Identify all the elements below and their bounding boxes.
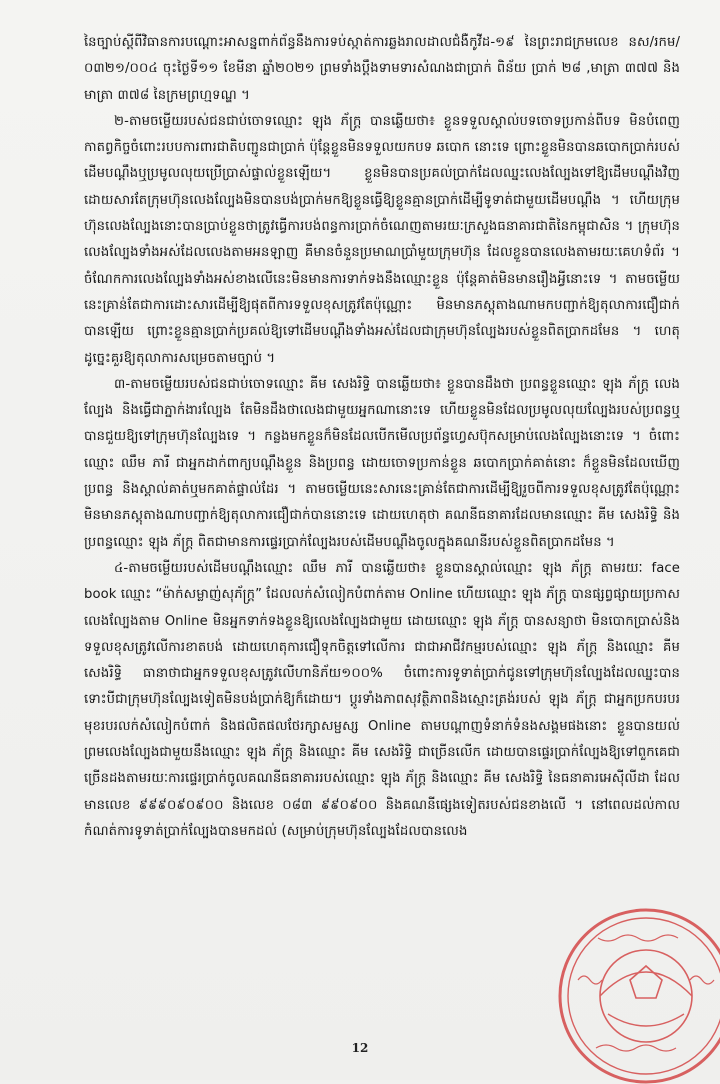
- paragraph-continued-law-citation: នៃច្បាប់ស្តីពីវិធានការបណ្តោះអាសន្នពាក់ព័ន្ធនឹងការទប់ស្កាត់ការឆ្លងរាលដាលជំងឺកូវីដ-១៩ នៃព្រះរាជក្រមលេខ នស/រកម/០៣២១/០០៤ ចុះថ្ងៃទី១១ ខែមីនា ឆ្នាំ២០២១ ព្រមទាំងប្តឹងទាមទារសំណងជាប្រាក់ ពិន័យ ប្រាក់ ២៨ ,មាត្រា ៣៧៧ និងមាត្រា ៣៧៨ នៃក្រមព្រហ្មទណ្ឌ ។: [84, 35, 680, 103]
- paragraph-accused-kim-sengrith-statement: ៣-តាមចម្លើយរបស់ជនជាប់ចោទឈ្មោះ គីម សេងរិទ្ធិ បានឆ្លើយថា៖ ខ្លួនបានដឹងថា ប្រពន្ធខ្លួនឈ្មោះ ឡុង ភ័ក្ដ្រ លេងល្បែង និងធ្វើជាភ្នាក់ងារល្បែង តែមិនដឹងថាលេងជាមួយអ្នកណានោះទេ ហើយខ្លួនមិនដែលប្រមូលលុយល្បែងរបស់ប្រពន្ធឬបានជួយឱ្យទៅក្រុមហ៊ុនល្បែងទេ ។ កន្លងមកខ្លួនក៏មិនដែលបើកមើលប្រព័ន្ធហ្វេសប៊ុកសម្រាប់លេងល្បែងនោះទេ ។ ចំពោះឈ្មោះ ឈឹម ភារី ជាអ្នកដាក់ពាក្យបណ្តឹងខ្លួន និងប្រពន្ធ ដោយចោទប្រកាន់ខ្លួន ឆបោកប្រាក់គាត់នោះ ក៏ខ្លួនមិនដែលឃើញប្រពន្ធ និងស្គាល់គាត់ឬមកគាត់ផ្ទាល់ដែរ ។ តាមចម្លើយនេះសារនេះគ្រាន់តែជាការដើម្បីឱ្យរួចពីការទទួលខុសត្រូវតែប៉ុណ្ណោះ មិនមានភស្តុតាងណាបញ្ជាក់ឱ្យតុលាការជឿជាក់បាននោះទេ ដោយហេតុថា គណនីធនាគារដែលមានឈ្មោះ គីម សេងរិទ្ធិ និងប្រពន្ធឈ្មោះ ឡុង ភ័ក្ដ្រ ពិតជាមានការផ្ទេរប្រាក់ល្បែងរបស់ដើមបណ្តឹងចូលក្នុងគណនីរបស់ខ្លួនពិតប្រាកដមែន ។: [84, 376, 680, 550]
- judgment-body-text: [84, 30, 680, 845]
- page-number: 12: [351, 1041, 369, 1055]
- paragraph-accused-long-phak-statement: ២-តាមចម្លើយរបស់ជនជាប់ចោទឈ្មោះ ឡុង ភ័ក្ដ្រ បានឆ្លើយថា៖ ខ្លួនទទួលស្គាល់បទចោទប្រកាន់ពីបទ មិនបំពេញកាតព្វកិច្ចចំពោះរបបការពារជាតិបញ្ជូនជាប្រាក់ ប៉ុន្តែខ្លួនមិនទទួលយកបទ ឆបោក នោះទេ ព្រោះខ្លួនមិនបានឆបោកប្រាក់របស់ដើមបណ្តឹងឬប្រមូលលុយប្រើប្រាស់ផ្ទាល់ខ្លួនឡើយ។ ខ្លួនមិនបានប្រគល់ប្រាក់ដែលឈ្នះលេងល្បែងទៅឱ្យដើមបណ្តឹងវិញ ដោយសារតែក្រុមហ៊ុនលេងល្បែងមិនបានបង់ប្រាក់មកឱ្យខ្លួនធ្វើឱ្យខ្លួនគ្មានប្រាក់ដើម្បីទូទាត់ជាមួយដើមបណ្តឹង ។ ហើយក្រុមហ៊ុនលេងល្បែងនោះបានប្រាប់ខ្លួនថាត្រូវធ្វើការបង់ពន្ធការប្រាក់ចំណេញតាមរយៈក្រសួងធនាគារជាតិនៃកម្ពុជាសិន ។ ក្រុមហ៊ុនលេងល្បែងទាំងអស់ដែលលេងតាមអនឡាញ គឺមានចំនួនប្រមាណប្រាំមួយក្រុមហ៊ុន ដែលខ្លួនបានលេងតាមរយៈគេហទំព័រ ។ ចំណែកការលេងល្បែងទាំងអស់ខាងលើនេះមិនមានការទាក់ទងនឹងឈ្មោះខ្លួន ប៉ុន្តែគាត់មិនមានរឿងអ្វីនោះទេ ។ តាមចម្លើយនេះគ្រាន់តែជាការដោះសារដើម្បីឱ្យផុតពីការទទួលខុសត្រូវតែប៉ុណ្ណោះ មិនមានភស្តុតាងណាមកបញ្ជាក់ឱ្យតុលាការជឿជាក់បានឡើយ ព្រោះខ្លួនគ្មានប្រាក់ប្រគល់ឱ្យទៅដើមបណ្តឹងទាំងអស់ដែលជាក្រុមហ៊ុនល្បែងរបស់ខ្លួនពិតប្រាកដមែន ។ ហេតុដូច្នេះគួរឱ្យតុលាការសម្រេចតាមច្បាប់ ។: [84, 113, 680, 366]
- paragraph-plaintiff-chhim-pheary-statement: ៤-តាមចម្លើយរបស់ដើមបណ្តឹងឈ្មោះ ឈឹម ភារី បានឆ្លើយថា៖ ខ្លួនបានស្គាល់ឈ្មោះ ឡុង ភ័ក្ដ្រ តាមរយៈ face book ឈ្មោះ “ម៉ាក់សម្លាញ់សុភ័ក្ដ្រ” ដែលលក់សំលៀកបំពាក់តាម Online ហើយឈ្មោះ ឡុង ភ័ក្ដ្រ បានផ្សព្វផ្សាយប្រកាស លេងល្បែងតាម Online មិនអ្នកទាក់ទងខ្លួនឱ្យលេងល្បែងជាមួយ ដោយឈ្មោះ ឡុង ភ័ក្ដ្រ បានសន្យាថា មិនបោកប្រាស់និងទទួលខុសត្រូវលើការខាតបង់ ដោយហេតុការជឿទុកចិត្តទៅលើការ ជាជាអាជីវកម្មរបស់ឈ្មោះ ឡុង ភ័ក្ដ្រ និងឈ្មោះ គីម សេងរិទ្ធិ ធានាថាជាអ្នកទទួលខុសត្រូវលើហានិភ័យ១០០% ចំពោះការទូទាត់ប្រាក់ជូនទៅក្រុមហ៊ុនល្បែងដែលឈ្នះបាន ទោះបីជាក្រុមហ៊ុនល្បែងទៀតមិនបង់ប្រាក់ឱ្យក៏ដោយ។ ប្តូរទាំងភាពសុវត្ថិភាពនិងស្មោះត្រង់របស់ ឡុង ភ័ក្ដ្រ ជាអ្នកប្រកបរបរមុខរបរលក់សំលៀកបំពាក់ និងផលិតផលថែរក្សាសម្ផស្ស Online តាមបណ្តាញទំនាក់ទំនងសង្គមផងនោះ ខ្លួនបានយល់ព្រមលេងល្បែងជាមួយនឹងឈ្មោះ ឡុង ភ័ក្ដ្រ និងឈ្មោះ គីម សេងរិទ្ធិ ជាច្រើនលើក ដោយបានផ្ទេរប្រាក់ល្បែងឱ្យទៅពួកគេជាច្រើនដងតាមរយៈការផ្ទេរប្រាក់ចូលគណនីធនាគាររបស់ឈ្មោះ ឡុង ភ័ក្ដ្រ និងឈ្មោះ គីម សេងរិទ្ធិ នៃធនាគារអេស៊ីលីដា ដែលមានលេខ ៩៩៩០៩០៩០០ និងលេខ ០៨៣ ៩៩០៩០០ និងគណនីផ្សេងទៀតរបស់ជនខាងលើ ។ នៅពេលដល់កាលកំណត់ការទូទាត់ប្រាក់ល្បែងបានមកដល់ (សម្រាប់ក្រុមហ៊ុនល្បែងដែលបានលេង: [84, 560, 680, 839]
